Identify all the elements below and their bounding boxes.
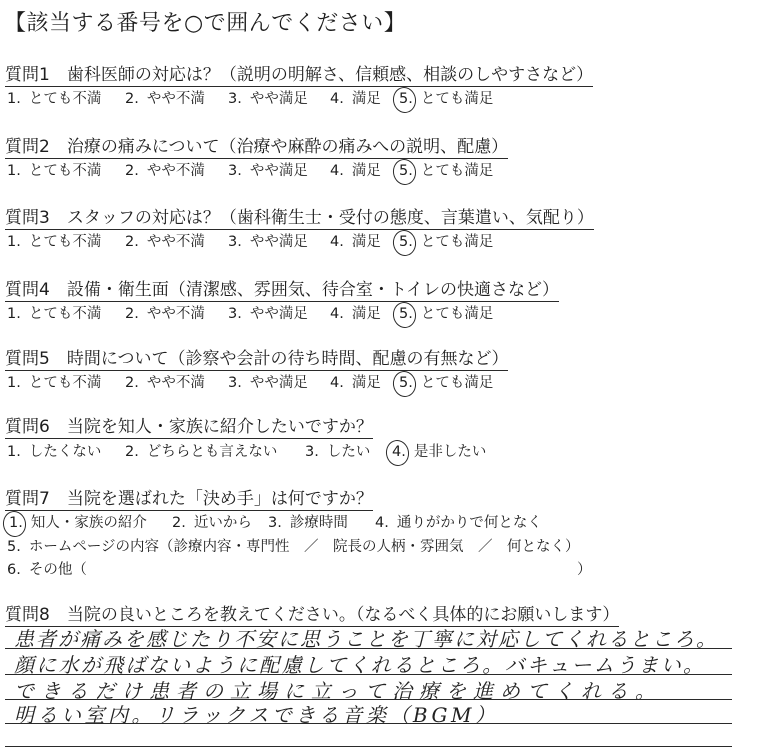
option-number: 3.: [268, 515, 282, 531]
option-number: 2.: [125, 91, 139, 107]
option-number: 4.: [330, 306, 344, 322]
option-5: [399, 159, 493, 180]
option-number: 4.: [375, 515, 389, 531]
answer-options-row-3: [0, 558, 758, 578]
option-label: やや不満: [146, 234, 205, 250]
option-label: とても満足: [420, 234, 494, 250]
option-number: 1.: [7, 91, 21, 107]
answer-options: [0, 230, 758, 250]
option-label: 満足: [351, 306, 381, 322]
option-1: [7, 371, 101, 392]
option-1: [7, 230, 101, 251]
option-number: 4.: [392, 444, 406, 460]
option-2: [125, 87, 205, 108]
option-label: 近いから: [193, 515, 252, 531]
option-3: [228, 371, 308, 392]
option-number: 2.: [125, 163, 139, 179]
option-label: したくない: [28, 444, 102, 460]
option-number: 1.: [7, 306, 21, 322]
option-number: 3.: [228, 91, 242, 107]
option-5: [399, 302, 493, 323]
option-3: [228, 159, 308, 180]
option-3: [228, 302, 308, 323]
option-2: [125, 440, 277, 461]
option-label: やや満足: [249, 91, 308, 107]
option-label: どちらとも言えない: [146, 444, 278, 460]
option-label: やや不満: [146, 375, 205, 391]
option-number: 3.: [228, 375, 242, 391]
other-close-paren: ）: [577, 562, 592, 578]
option-2: [125, 230, 205, 251]
question-heading: 質問8 当院の良いところを教えてください。（なるべく具体的にお願いします）: [5, 600, 619, 627]
option-number: 4.: [330, 375, 344, 391]
option-4: [330, 87, 381, 108]
option-number: 2.: [125, 234, 139, 250]
question-heading: 質問5 時間について（診察や会計の待ち時間、配慮の有無など）: [5, 344, 508, 371]
question-heading: 質問1 歯科医師の対応は？（説明の明解さ、信頼感、相談のしやすさなど）: [5, 60, 593, 87]
question-heading: 質問2 治療の痛みについて（治療や麻酔の痛みへの説明、配慮）: [5, 132, 508, 159]
option-number: 2.: [125, 444, 139, 460]
answer-options: [0, 87, 758, 107]
option-number: 2.: [125, 306, 139, 322]
option-number: 3.: [305, 444, 319, 460]
option-number: 5.: [399, 234, 413, 250]
option-number: 4.: [330, 91, 344, 107]
option-label: 診療時間: [289, 515, 348, 531]
option-number: 1.: [7, 375, 21, 391]
option-2: [125, 159, 205, 180]
option-number: 1.: [9, 515, 23, 531]
option-number: 4.: [330, 234, 344, 250]
option-label: 満足: [351, 234, 381, 250]
option-number: 6.: [7, 562, 21, 578]
option-1: [9, 511, 147, 532]
answer-options: [0, 302, 758, 322]
option-label: やや不満: [146, 91, 205, 107]
question-heading: 質問3 スタッフの対応は？（歯科衛生士・受付の態度、言葉遣い、気配り）: [5, 203, 594, 230]
option-5: [7, 535, 580, 556]
option-label: とても不満: [28, 91, 102, 107]
option-label: やや満足: [249, 234, 308, 250]
option-3: [228, 87, 308, 108]
option-label: その他（: [28, 562, 87, 578]
option-4: [330, 230, 381, 251]
option-4: [330, 371, 381, 392]
handwritten-answer-line-4: 明るい室内。リラックスできる音楽（BGM）: [14, 703, 499, 727]
handwritten-answer-line-1: 患者が痛みを感じたり不安に思うことを丁寧に対応してくれるところ。: [14, 627, 718, 651]
option-1: [7, 87, 101, 108]
instruction-title: 【該当する番号を○で囲んでください】: [4, 11, 407, 36]
option-number: 3.: [228, 234, 242, 250]
option-1: [7, 302, 101, 323]
option-label: 満足: [351, 91, 381, 107]
option-number: 5.: [399, 375, 413, 391]
option-label: やや満足: [249, 306, 308, 322]
option-4: [330, 159, 381, 180]
option-4: [330, 302, 381, 323]
answer-options: [0, 159, 758, 179]
option-3: [305, 440, 370, 461]
option-3: [268, 511, 348, 532]
option-4: [375, 511, 542, 532]
option-label: とても満足: [420, 306, 494, 322]
option-number: 2.: [125, 375, 139, 391]
option-2: [125, 371, 205, 392]
option-label: 満足: [351, 163, 381, 179]
question-heading: 質問4 設備・衛生面（清潔感、雰囲気、待合室・トイレの快適さなど）: [5, 275, 559, 302]
option-number: 1.: [7, 163, 21, 179]
handwritten-answer-line-3: できるだけ患者の立場に立って治療を進めてくれる。: [14, 679, 662, 703]
option-label: 知人・家族の紹介: [30, 515, 147, 531]
option-label: したい: [326, 444, 371, 460]
handwritten-answer-line-2: 顔に水が飛ばないように配慮してくれるところ。バキュームうまい。: [14, 653, 706, 677]
option-label: やや満足: [249, 163, 308, 179]
option-label: とても満足: [420, 163, 494, 179]
answer-options: [0, 440, 758, 460]
option-label: 是非したい: [413, 444, 487, 460]
answer-options-row-1: [0, 511, 758, 531]
option-label: とても不満: [28, 375, 102, 391]
option-5: [399, 87, 493, 108]
option-label: とても不満: [28, 163, 102, 179]
answer-rule: [5, 723, 732, 724]
option-label: ホームページの内容（診療内容・専門性 ／ 院長の人柄・雰囲気 ／ 何となく）: [28, 539, 580, 555]
option-number: 1.: [7, 444, 21, 460]
option-number: 1.: [7, 234, 21, 250]
option-label: とても不満: [28, 234, 102, 250]
option-4: [392, 440, 486, 461]
option-number: 3.: [228, 306, 242, 322]
option-5: [399, 371, 493, 392]
answer-options-row-2: [0, 535, 758, 555]
option-number: 5.: [7, 539, 21, 555]
option-1: [7, 159, 101, 180]
question-heading: 質問6 当院を知人・家族に紹介したいですか？: [5, 412, 373, 439]
option-1: [7, 440, 101, 461]
option-number: 2.: [172, 515, 186, 531]
option-label: とても不満: [28, 306, 102, 322]
option-label: やや不満: [146, 306, 205, 322]
answer-options: [0, 371, 758, 391]
option-3: [228, 230, 308, 251]
option-number: 4.: [330, 163, 344, 179]
option-number: 5.: [399, 306, 413, 322]
option-2: [172, 511, 252, 532]
option-label: 満足: [351, 375, 381, 391]
option-number: 3.: [228, 163, 242, 179]
option-label: とても満足: [420, 91, 494, 107]
option-label: やや満足: [249, 375, 308, 391]
option-label: やや不満: [146, 163, 205, 179]
option-number: 5.: [399, 163, 413, 179]
option-5: [399, 230, 493, 251]
option-number: 5.: [399, 91, 413, 107]
option-6: [7, 558, 87, 579]
answer-rule: [5, 746, 732, 747]
option-label: とても満足: [420, 375, 494, 391]
question-heading: 質問7 当院を選ばれた「決め手」は何ですか？: [5, 484, 373, 511]
option-2: [125, 302, 205, 323]
option-label: 通りがかりで何となく: [396, 515, 542, 531]
